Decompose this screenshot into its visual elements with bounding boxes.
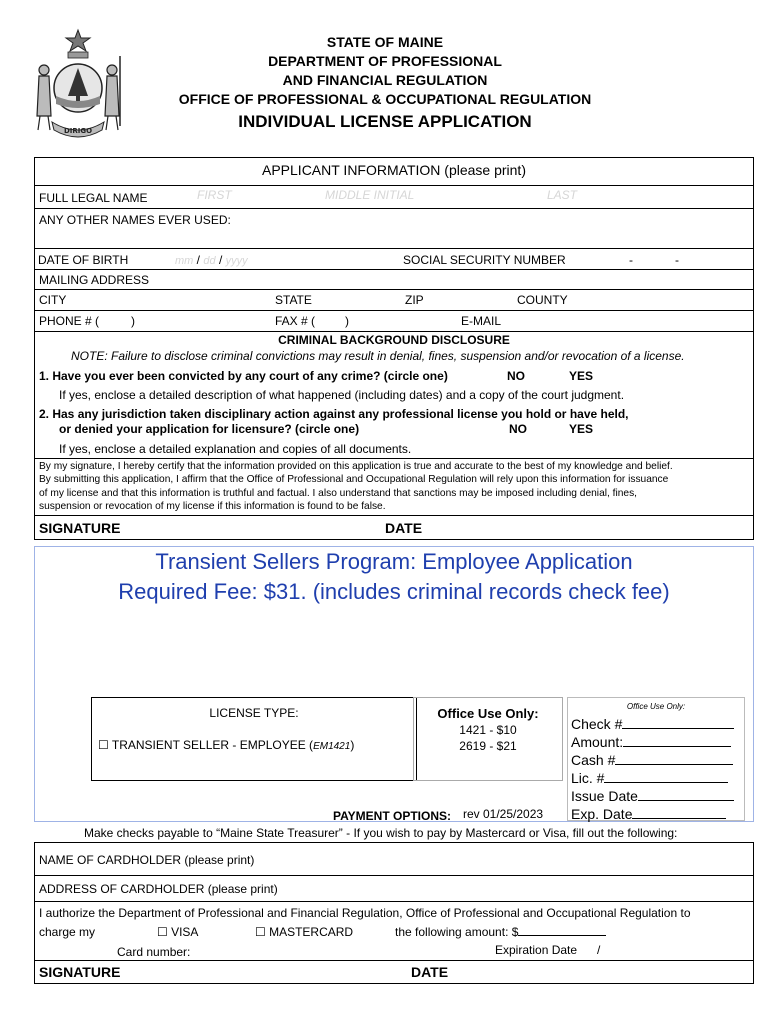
dob-separator: / (196, 253, 201, 267)
authorization-text: I authorize the Department of Professional and Financial Regulation, Office of Professional and Occupational Regulation to (39, 906, 691, 920)
svg-text:DIRIGO: DIRIGO (63, 127, 93, 135)
question-2-line-1: 2. Has any jurisdiction taken disciplinary action against any professional license you hold or have held, (39, 407, 629, 421)
dob-field[interactable] (175, 253, 248, 267)
license-type-label: LICENSE TYPE: (209, 706, 299, 720)
question-1-no-option[interactable]: NO (507, 369, 525, 383)
ssn-dash: - (629, 253, 633, 267)
fee-code-2619: 2619 - $21 (459, 739, 517, 753)
expiration-date-label[interactable]: Expiration Date (495, 943, 578, 957)
disclosure-note: NOTE: Failure to disclose criminal convictions may result in denial, fines, suspension and/or revocation of a license. (71, 349, 685, 363)
question-1: 1. Have you ever been convicted by any court of any crime? (circle one) (39, 369, 448, 383)
revision-date: rev 01/25/2023 (463, 807, 544, 821)
transient-seller-employee-option[interactable] (98, 738, 354, 752)
check-number-field[interactable] (571, 716, 734, 732)
office-fee-box (413, 697, 563, 781)
payable-note: Make checks payable to “Maine State Treasurer” - If you wish to pay by Mastercard or Visa, fill out the following: (84, 826, 678, 840)
page-title: INDIVIDUAL LICENSE APPLICATION (238, 112, 532, 131)
dob-year: yyyy (225, 255, 248, 267)
dob-label: DATE OF BIRTH (38, 253, 129, 267)
applicant-information-section (34, 157, 754, 540)
fax-label: FAX # ( (275, 314, 316, 328)
visa-checkbox[interactable]: ☐ VISA (157, 925, 199, 939)
criminal-background-title: CRIMINAL BACKGROUND DISCLOSURE (278, 333, 510, 347)
cardholder-address-field[interactable]: ADDRESS OF CARDHOLDER (please print) (39, 882, 278, 896)
issue-date-field[interactable] (571, 788, 734, 804)
fax-paren: ) (345, 314, 349, 328)
payment-section (34, 842, 754, 984)
signature-label: SIGNATURE (39, 520, 121, 536)
header-department-2: AND FINANCIAL REGULATION (282, 72, 488, 88)
license-number-field[interactable] (571, 770, 728, 786)
certification-text (39, 460, 747, 514)
certification-line: of my license and that this information is truthful and factual. I also understand that sanctions may be imposed including denial, fines, (39, 487, 638, 499)
county-label: COUNTY (517, 293, 568, 307)
office-use-title: Office Use Only: (437, 706, 539, 721)
card-date-label: DATE (411, 964, 449, 980)
email-label: E-MAIL (461, 314, 502, 328)
certification-line: By my signature, I hereby certify that the information provided on this application is true and accurate to the best of my knowledge and belief. (39, 461, 673, 472)
applicant-section-title: APPLICANT INFORMATION (please print) (262, 162, 526, 178)
certification-line: suspension or revocation of my license if this information is found to be false. (39, 501, 386, 513)
dob-month: mm (175, 255, 194, 267)
license-option-label: TRANSIENT SELLER - EMPLOYEE ( (111, 738, 314, 752)
charge-amount-label: the following amount: $ (395, 925, 519, 939)
dob-day: dd (203, 255, 216, 267)
ssn-label: SOCIAL SECURITY NUMBER (403, 253, 566, 267)
expiration-date-field[interactable] (571, 806, 726, 822)
fee-code-1421: 1421 - $10 (459, 723, 517, 737)
card-signature-label: SIGNATURE (39, 964, 121, 980)
question-2-no-option[interactable]: NO (509, 422, 527, 436)
first-name-field[interactable]: FIRST (197, 188, 232, 202)
city-label: CITY (39, 293, 67, 307)
date-label: DATE (385, 520, 423, 536)
card-number-field[interactable]: Card number: (117, 945, 191, 959)
phone-paren: ) (131, 314, 135, 328)
amount-field[interactable] (571, 734, 731, 750)
charge-my-label: charge my (39, 925, 96, 939)
middle-initial-field[interactable]: MIDDLE INITIAL (325, 188, 415, 202)
full-name-label: FULL LEGAL NAME (39, 191, 148, 205)
expiration-date-label: Exp. Date (571, 806, 633, 822)
mastercard-checkbox[interactable]: ☐ MASTERCARD (255, 925, 354, 939)
charge-amount-field[interactable] (395, 925, 606, 939)
amount-label: Amount: (571, 734, 624, 750)
zip-label: ZIP (405, 293, 424, 307)
question-1-yes-option[interactable]: YES (569, 369, 594, 383)
program-section (34, 546, 754, 822)
checkbox-icon: ☐ (98, 738, 109, 752)
dob-separator: / (218, 253, 223, 267)
office-use-ledger (567, 697, 745, 821)
maine-state-seal (30, 26, 126, 144)
office-use-small-title: Office Use Only: (626, 702, 686, 711)
license-option-code: EM1421 (313, 741, 351, 752)
check-number-label: Check # (571, 716, 623, 732)
question-2-yes-option[interactable]: YES (569, 422, 594, 436)
other-names-label: ANY OTHER NAMES EVER USED: (39, 213, 231, 227)
ssn-dash: - (675, 253, 679, 267)
cash-number-label: Cash # (571, 752, 616, 768)
program-title: Transient Sellers Program: Employee Application (155, 549, 633, 574)
license-type-box (91, 697, 417, 781)
license-option-close: ) (350, 738, 355, 752)
question-1-followup: If yes, enclose a detailed description of what happened (including dates) and a copy of the court judgment. (59, 388, 625, 402)
state-label: STATE (275, 293, 312, 307)
header-department: DEPARTMENT OF PROFESSIONAL (268, 53, 502, 69)
cardholder-name-field[interactable]: NAME OF CARDHOLDER (please print) (39, 853, 255, 867)
certification-line: By submitting this application, I affirm that the Office of Professional and Occupational Regulation will rely upon this information for issuance (39, 474, 669, 486)
question-2-line-2: or denied your application for licensure? (circle one) (59, 422, 360, 436)
phone-label: PHONE # ( (39, 314, 100, 328)
question-2-followup: If yes, enclose a detailed explanation and copies of all documents. (59, 442, 412, 456)
cash-number-field[interactable] (571, 752, 733, 768)
license-number-label: Lic. # (571, 770, 605, 786)
last-name-field[interactable]: LAST (547, 188, 578, 202)
payment-options-label: PAYMENT OPTIONS: (333, 809, 452, 823)
mailing-address-label: MAILING ADDRESS (39, 273, 150, 287)
expiration-slash: / (597, 943, 601, 957)
required-fee: Required Fee: $31. (includes criminal records check fee) (118, 579, 670, 604)
header-state: STATE OF MAINE (326, 34, 444, 50)
issue-date-label: Issue Date (571, 788, 638, 804)
header-office: OFFICE OF PROFESSIONAL & OCCUPATIONAL REGULATION (178, 91, 592, 107)
